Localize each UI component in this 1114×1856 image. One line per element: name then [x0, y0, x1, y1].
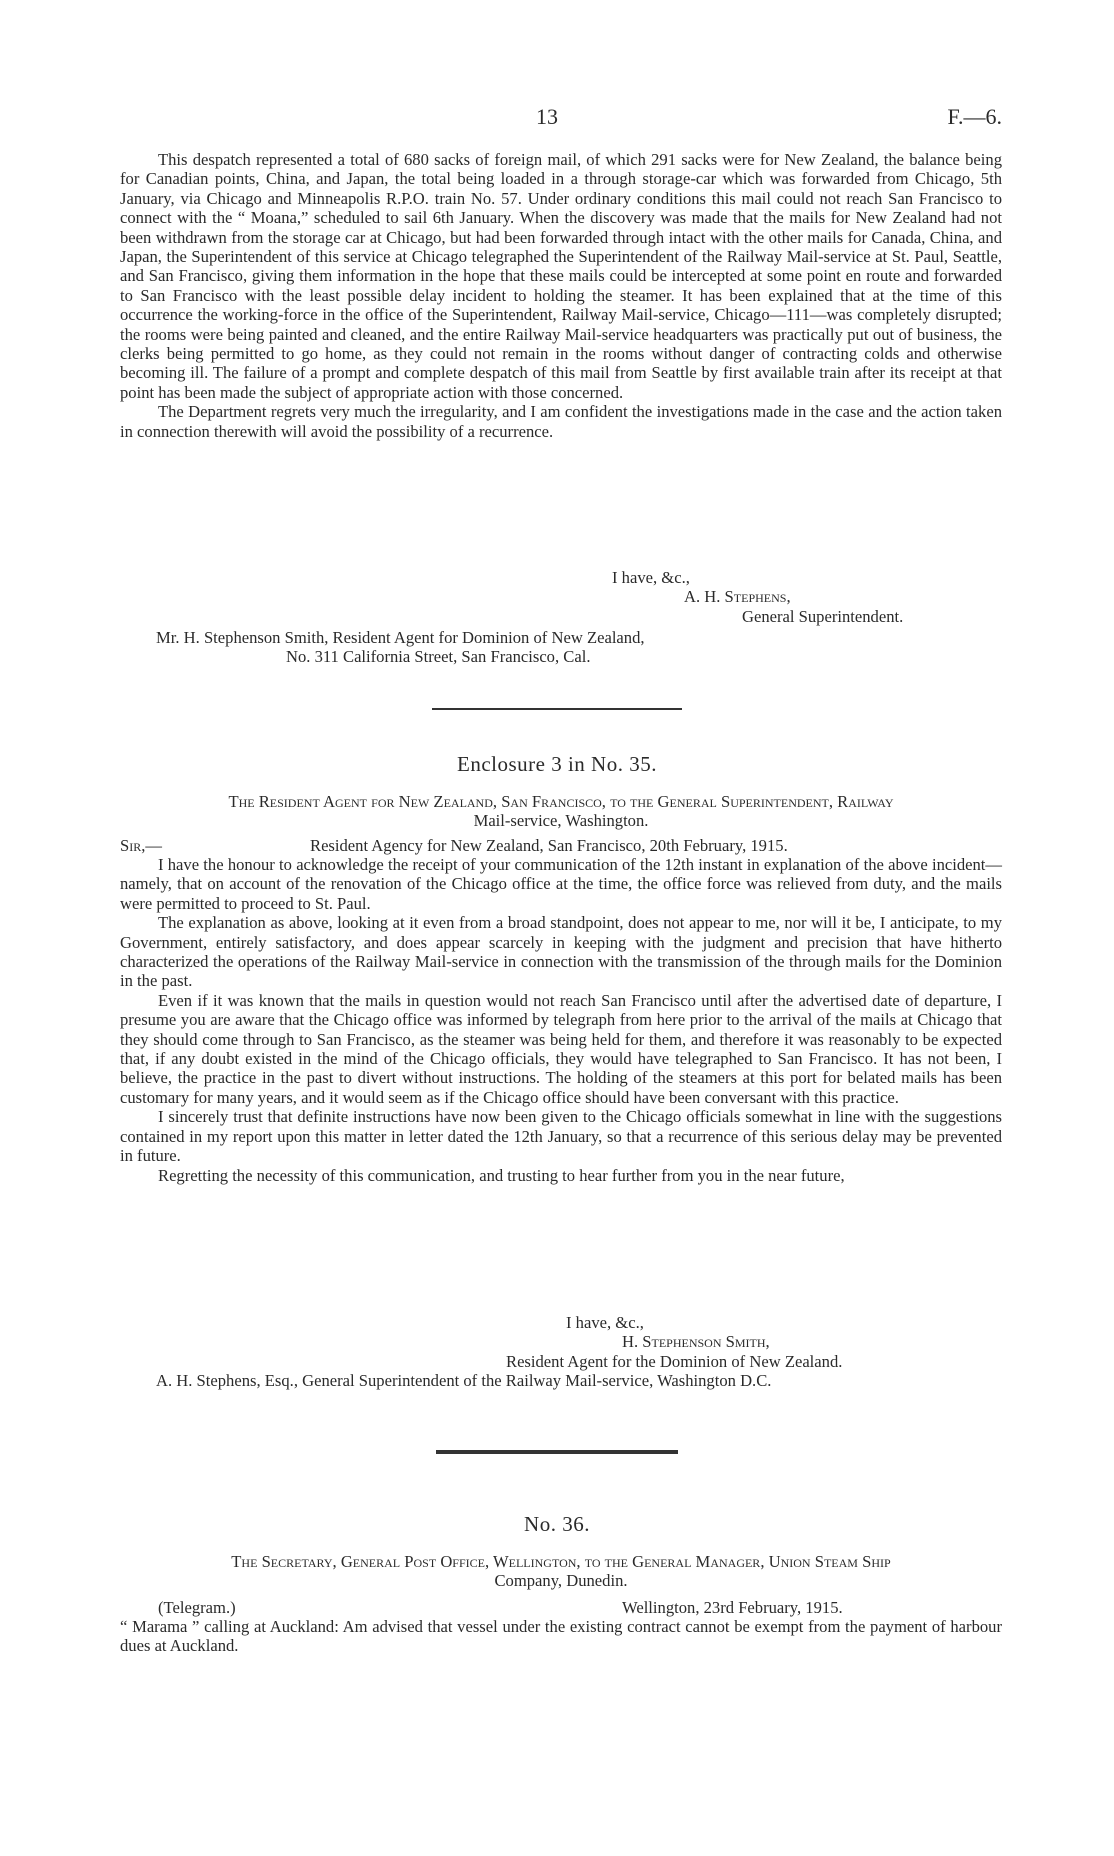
- signature-block: [612, 568, 1012, 626]
- document-heading: No. 36.: [524, 1512, 590, 1536]
- section-divider: [436, 1450, 678, 1454]
- document-reference: F.—6.: [947, 104, 1002, 129]
- intro-line: Mail-service, Washington.: [473, 811, 649, 831]
- paragraph: I have the honour to acknowledge the receipt of your communication of the 12th instant in explanation of the above incident—namely, that on account of the renovation of the Chicago office at the time, the office force was relieved from duty, and the mails were permitted to proceed to St. Paul.: [120, 855, 1002, 913]
- addressee-block: [156, 628, 996, 667]
- telegram-label: (Telegram.): [158, 1598, 236, 1617]
- addressee-block: [156, 1371, 1006, 1390]
- page-number: 13: [536, 104, 558, 129]
- paragraph: I sincerely trust that definite instructions have now been given to the Chicago officials somewhat in line with the suggestions contained in my report upon this matter in letter dated the 12th January, so that a recurrence of this serious delay may be prevented in future.: [120, 1107, 1002, 1166]
- paragraph: This despatch represented a total of 680 sacks of foreign mail, of which 291 sacks were for New Zealand, the balance being for Canadian points, China, and Japan, the total being loaded in a through storage-car which was forwarded from Chicago, 5th January, via Chicago and Minneapolis R.P.O. train No. 57. Under ordinary conditions this mail could not reach San Francisco to connect with the “ Moana,” scheduled to sail 6th January. When the discovery was made that the mails for New Zealand had not been withdrawn from the storage car at Chicago, but had been forwarded through intact with the other mails for Canada, China, and Japan, the Superintendent of this service at Chicago telegraphed the Superintendent of the Railway Mail-service at St. Paul, Seattle, and San Francisco, giving them information in the hope that these mails could be intercepted at some point en route and forwarded to San Francisco with the least possible delay incident to holding the steamer. It has been explained that at the time of this occurrence the working-force in the office of the Superintendent, Railway Mail-service, Chicago—111—was completely disrupted; the rooms were being painted and cleaned, and the entire Railway Mail-service headquarters was practically put out of business, the clerks being permitted to go home, as they could not remain in the rooms without danger of contracting colds and otherwise becoming ill. The failure of a prompt and complete despatch of this mail from Seattle by first available train after its receipt at that point has been made the subject of appropriate action with those concerned.: [120, 150, 1002, 402]
- dateline: Resident Agency for New Zealand, San Francisco, 20th February, 1915.: [310, 836, 788, 855]
- enclosure-letter: [120, 836, 1002, 1185]
- enclosure-heading: Enclosure 3 in No. 35.: [457, 752, 657, 776]
- signer-title: Resident Agent for the Dominion of New Zealand.: [506, 1351, 843, 1371]
- top-section: [120, 150, 1002, 441]
- paragraph: Even if it was known that the mails in question would not reach San Francisco until after the advertised date of departure, I presume you are aware that the Chicago office was informed by telegraph from here prior to the arrival of the mails at Chicago that they should come through to San Francisco, as the steamer was being held for them, and therefore it was reasonably to be expected that, if any doubt existed in the mind of the Chicago officials, they would have telegraphed to San Francisco. It has not been, I believe, the practice in the past to divert without instructions. The holding of the steamers at this port for belated mails has been customary for many years, and it would seem as if the Chicago office should have been conversant with this practice.: [120, 990, 1002, 1107]
- signature-block: [506, 1313, 1006, 1371]
- signer-title: General Superintendent.: [742, 606, 904, 626]
- addressee-line: Mr. H. Stephenson Smith, Resident Agent for Dominion of New Zealand,: [156, 628, 645, 647]
- no36-intro: [120, 1552, 1002, 1591]
- intro-line: The Secretary, General Post Office, Wellington, to the General Manager, Union Steam Ship: [231, 1552, 891, 1571]
- addressee-line: No. 311 California Street, San Francisco, Cal.: [286, 647, 591, 667]
- intro-line: The Resident Agent for New Zealand, San Francisco, to the General Superintendent, Railway: [228, 792, 894, 811]
- closing: I have, &c.,: [566, 1313, 644, 1332]
- addressee-line: A. H. Stephens, Esq., General Superintendent of the Railway Mail-service, Washington D.C.: [156, 1371, 772, 1390]
- paragraph: The Department regrets very much the irregularity, and I am confident the investigations made in the case and the action taken in connection therewith will avoid the possibility of a recurrence.: [120, 402, 1002, 441]
- no36-letter: [120, 1598, 1002, 1656]
- signer-name: H. Stephenson Smith,: [622, 1332, 770, 1352]
- closing: I have, &c.,: [612, 568, 690, 587]
- enclosure-intro: [120, 792, 1002, 831]
- section-divider: [432, 708, 682, 710]
- paragraph: Regretting the necessity of this communication, and trusting to hear further from you in the near future,: [158, 1165, 845, 1185]
- salutation: Sir,—: [120, 836, 162, 855]
- paragraph: The explanation as above, looking at it even from a broad standpoint, does not appear to me, nor will it be, I anticipate, to my Government, entirely satisfactory, and does appear scarcely in keeping with the judgment and precision that have hitherto characterized the operations of the Railway Mail-service in connection with the transmission of the through mails for the Dominion in the past.: [120, 913, 1002, 991]
- dateline: Wellington, 23rd February, 1915.: [622, 1598, 843, 1617]
- intro-line: Company, Dunedin.: [494, 1571, 628, 1591]
- signer-name: A. H. Stephens,: [684, 587, 791, 607]
- paragraph: “ Marama ” calling at Auckland: Am advised that vessel under the existing contract cannot be exempt from the payment of harbour dues at Auckland.: [120, 1617, 1002, 1656]
